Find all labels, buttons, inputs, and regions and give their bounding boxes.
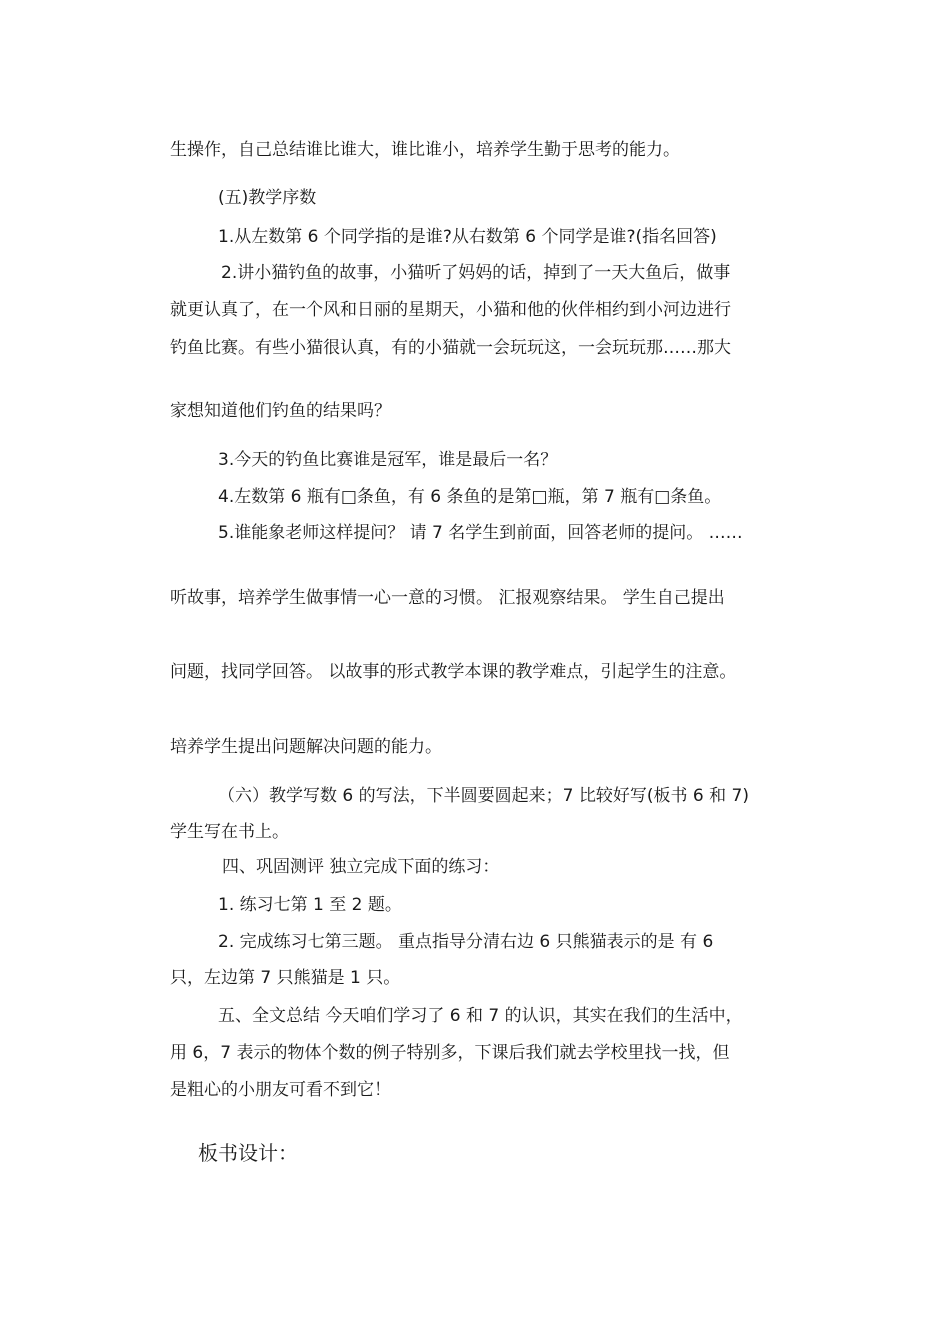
section-title: 四、巩固测评 独立完成下面的练习： — [222, 857, 500, 877]
paragraph-line: 听故事，培养学生做事情一心一意的习惯。 汇报观察结果。 学生自己提出 — [170, 588, 725, 608]
paragraph-line: 用 6，7 表示的物体个数的例子特别多，下课后我们就去学校里找一找，但 — [170, 1043, 730, 1063]
section-title: (五)教学序数 — [218, 188, 317, 208]
list-item: 2. 完成练习七第三题。 重点指导分清右边 6 只熊猫表示的是 有 6 — [218, 932, 714, 952]
section-title: （六）教学写数 6 的写法，下半圆要圆起来；7 比较好写(板书 6 和 7) — [218, 786, 749, 806]
list-item: 4.左数第 6 瓶有□条鱼，有 6 条鱼的是第□瓶，第 7 瓶有□条鱼。 — [218, 487, 722, 507]
list-item: 2.讲小猫钓鱼的故事，小猫听了妈妈的话，掉到了一天大鱼后，做事 — [221, 263, 731, 283]
paragraph-line: 是粗心的小朋友可看不到它！ — [170, 1080, 391, 1100]
paragraph-line: 钓鱼比赛。有些小猫很认真，有的小猫就一会玩玩这，一会玩玩那……那大 — [170, 338, 731, 358]
board-design-heading: 板书设计： — [198, 1141, 298, 1165]
list-item: 1. 练习七第 1 至 2 题。 — [218, 895, 402, 915]
list-item: 1.从左数第 6 个同学指的是谁?从右数第 6 个同学是谁?(指名回答) — [218, 227, 717, 247]
paragraph-line: 就更认真了，在一个风和日丽的星期天，小猫和他的伙伴相约到小河边进行 — [170, 300, 731, 320]
paragraph-line: 只，左边第 7 只熊猫是 1 只。 — [170, 968, 401, 988]
list-item: 5.谁能象老师这样提问？ 请 7 名学生到前面，回答老师的提问。 …… — [218, 523, 743, 543]
paragraph-line: 问题，找同学回答。 以故事的形式教学本课的教学难点，引起学生的注意。 — [170, 662, 737, 682]
paragraph-line: 家想知道他们钓鱼的结果吗？ — [170, 401, 391, 421]
paragraph-line: 培养学生提出问题解决问题的能力。 — [170, 737, 442, 757]
list-item: 3.今天的钓鱼比赛谁是冠军，谁是最后一名？ — [218, 450, 558, 470]
section-title: 五、全文总结 今天咱们学习了 6 和 7 的认识，其实在我们的生活中， — [218, 1006, 743, 1026]
paragraph-line: 生操作，自己总结谁比谁大，谁比谁小，培养学生勤于思考的能力。 — [170, 140, 680, 160]
paragraph-line: 学生写在书上。 — [170, 822, 289, 842]
